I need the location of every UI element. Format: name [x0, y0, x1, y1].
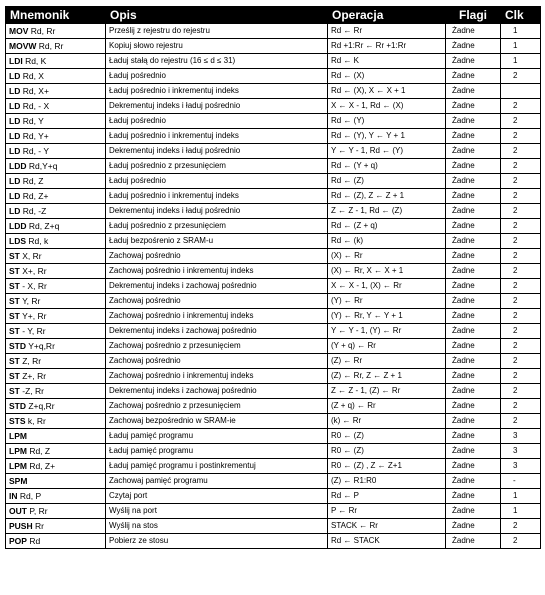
table-row	[6, 279, 541, 294]
description-cell: Pobierz ze stosu	[106, 534, 328, 549]
clock-cell: 2	[501, 219, 541, 234]
mnemonic-keyword: LD	[9, 86, 21, 96]
clock-cell: 2	[501, 354, 541, 369]
mnemonic-cell	[6, 354, 106, 369]
flags-cell: Żadne	[446, 114, 501, 129]
mnemonic-keyword: ST	[9, 251, 20, 261]
operation-cell: (Z) ← Rr	[328, 354, 446, 369]
table-row	[6, 399, 541, 414]
mnemonic-cell	[6, 144, 106, 159]
mnemonic-cell	[6, 99, 106, 114]
table-row	[6, 174, 541, 189]
mnemonic-cell	[6, 339, 106, 354]
flags-cell: Żadne	[446, 474, 501, 489]
table-row	[6, 384, 541, 399]
table-row	[6, 54, 541, 69]
description-cell: Dekrementuj indeks i zachowaj pośrednio	[106, 384, 328, 399]
mnemonic-keyword: LD	[9, 146, 21, 156]
description-cell: Wyślij na stos	[106, 519, 328, 534]
operation-cell: P ← Rr	[328, 504, 446, 519]
description-cell: Dekrementuj indeks i ładuj pośrednio	[106, 99, 328, 114]
operation-cell: Rd ← (Y)	[328, 114, 446, 129]
description-cell: Zachowaj pośrednio i inkrementuj indeks	[106, 369, 328, 384]
mnemonic-cell	[6, 429, 106, 444]
mnemonic-cell	[6, 519, 106, 534]
mnemonic-keyword: LD	[9, 131, 21, 141]
mnemonic-keyword: ST	[9, 311, 20, 321]
clock-cell: 1	[501, 39, 541, 54]
mnemonic-operands: Z+, Rr	[19, 371, 47, 381]
clock-cell: 1	[501, 24, 541, 39]
mnemonic-cell	[6, 474, 106, 489]
mnemonic-keyword: LD	[9, 116, 21, 126]
mnemonic-cell	[6, 384, 106, 399]
operation-cell: R0 ← (Z)	[328, 444, 446, 459]
operation-cell: Rd ← Rr	[328, 24, 446, 39]
description-cell: Dekrementuj indeks i zachowaj pośrednio	[106, 324, 328, 339]
mnemonic-operands: Z, Rr	[19, 356, 42, 366]
mnemonic-keyword: OUT	[9, 506, 27, 516]
mnemonic-cell	[6, 369, 106, 384]
description-cell: Wyślij na port	[106, 504, 328, 519]
operation-cell: R0 ← (Z) , Z ← Z+1	[328, 459, 446, 474]
mnemonic-operands: - X, Rr	[19, 281, 47, 291]
mnemonic-operands: Rd, X+	[20, 86, 49, 96]
table-row	[6, 444, 541, 459]
header-operacja: Operacja	[328, 7, 446, 24]
flags-cell: Żadne	[446, 99, 501, 114]
description-cell: Dekrementuj indeks i zachowaj pośrednio	[106, 279, 328, 294]
flags-cell: Żadne	[446, 294, 501, 309]
mnemonic-keyword: IN	[9, 491, 18, 501]
mnemonic-cell	[6, 159, 106, 174]
table-row	[6, 309, 541, 324]
mnemonic-keyword: ST	[9, 326, 20, 336]
operation-cell: Rd ← (k)	[328, 234, 446, 249]
mnemonic-keyword: LD	[9, 71, 21, 81]
clock-cell	[501, 84, 541, 99]
clock-cell: 2	[501, 369, 541, 384]
table-row	[6, 204, 541, 219]
flags-cell: Żadne	[446, 339, 501, 354]
mnemonic-cell	[6, 189, 106, 204]
description-cell: Ładuj pośrednio i inkrementuj indeks	[106, 84, 328, 99]
operation-cell: Rd ← P	[328, 489, 446, 504]
mnemonic-keyword: LDI	[9, 56, 23, 66]
clock-cell: 3	[501, 444, 541, 459]
table-row	[6, 459, 541, 474]
mnemonic-cell	[6, 114, 106, 129]
table-row	[6, 369, 541, 384]
description-cell: Prześlij z rejestru do rejestru	[106, 24, 328, 39]
mnemonic-operands: P, Rr	[26, 506, 48, 516]
table-row	[6, 354, 541, 369]
description-cell: Zachowaj pośrednio	[106, 294, 328, 309]
flags-cell: Żadne	[446, 129, 501, 144]
operation-cell: Rd ← (Z), Z ← Z + 1	[328, 189, 446, 204]
mnemonic-cell	[6, 219, 106, 234]
flags-cell: Żadne	[446, 84, 501, 99]
description-cell: Dekrementuj indeks i ładuj pośrednio	[106, 204, 328, 219]
header-clk: Clk	[501, 7, 541, 24]
mnemonic-cell	[6, 489, 106, 504]
description-cell: Kopiuj słowo rejestru	[106, 39, 328, 54]
clock-cell: 2	[501, 189, 541, 204]
table-row	[6, 504, 541, 519]
flags-cell: Żadne	[446, 429, 501, 444]
flags-cell: Żadne	[446, 489, 501, 504]
mnemonic-operands: Z+q,Rr	[26, 401, 55, 411]
mnemonic-cell	[6, 459, 106, 474]
mnemonic-operands: Rd, K	[22, 56, 47, 66]
table-row	[6, 114, 541, 129]
mnemonic-operands: -Z, Rr	[19, 386, 44, 396]
operation-cell: Rd ← STACK	[328, 534, 446, 549]
description-cell: Zachowaj pośrednio z przesunięciem	[106, 399, 328, 414]
mnemonic-keyword: LPM	[9, 446, 27, 456]
clock-cell: 2	[501, 69, 541, 84]
flags-cell: Żadne	[446, 384, 501, 399]
clock-cell: 2	[501, 339, 541, 354]
mnemonic-cell	[6, 279, 106, 294]
clock-cell: 2	[501, 264, 541, 279]
operation-cell: (Y + q) ← Rr	[328, 339, 446, 354]
operation-cell: (Y) ← Rr, Y ← Y + 1	[328, 309, 446, 324]
table-row	[6, 339, 541, 354]
mnemonic-cell	[6, 504, 106, 519]
mnemonic-keyword: ST	[9, 296, 20, 306]
mnemonic-cell	[6, 414, 106, 429]
mnemonic-cell	[6, 264, 106, 279]
clock-cell: 2	[501, 114, 541, 129]
description-cell: Ładuj pośrednio i inkrementuj indeks	[106, 189, 328, 204]
header-opis: Opis	[106, 7, 328, 24]
header-flagi: Flagi	[446, 7, 501, 24]
table-row	[6, 69, 541, 84]
clock-cell: 3	[501, 429, 541, 444]
clock-cell: 2	[501, 414, 541, 429]
description-cell: Ładuj pośrednio z przesunięciem	[106, 159, 328, 174]
clock-cell: 1	[501, 504, 541, 519]
mnemonic-operands: Rd, Z+	[26, 461, 56, 471]
description-cell: Ładuj pamięć programu	[106, 429, 328, 444]
description-cell: Ładuj bezpośrenio z SRAM-u	[106, 234, 328, 249]
description-cell: Zachowaj pamięć programu	[106, 474, 328, 489]
operation-cell: X ← X - 1, Rd ← (X)	[328, 99, 446, 114]
operation-cell: Z ← Z - 1, Rd ← (Z)	[328, 204, 446, 219]
mnemonic-operands: Rd, Rr	[28, 26, 56, 36]
table-row	[6, 429, 541, 444]
mnemonic-cell	[6, 249, 106, 264]
mnemonic-operands: Rd, X	[20, 71, 44, 81]
flags-cell: Żadne	[446, 39, 501, 54]
operation-cell: (Y) ← Rr	[328, 294, 446, 309]
mnemonic-cell	[6, 444, 106, 459]
clock-cell: -	[501, 474, 541, 489]
mnemonic-cell	[6, 204, 106, 219]
clock-cell: 2	[501, 324, 541, 339]
operation-cell: Rd ← K	[328, 54, 446, 69]
mnemonic-operands: Rd, P	[17, 491, 42, 501]
flags-cell: Żadne	[446, 414, 501, 429]
flags-cell: Żadne	[446, 54, 501, 69]
table-row	[6, 219, 541, 234]
table-row	[6, 474, 541, 489]
clock-cell: 2	[501, 174, 541, 189]
mnemonic-operands: Rd, Z	[20, 176, 44, 186]
table-row	[6, 264, 541, 279]
clock-cell: 1	[501, 54, 541, 69]
mnemonic-keyword: PUSH	[9, 521, 33, 531]
flags-cell: Żadne	[446, 309, 501, 324]
mnemonic-keyword: LDS	[9, 236, 26, 246]
mnemonic-keyword: SPM	[9, 476, 28, 486]
clock-cell: 1	[501, 489, 541, 504]
table-row	[6, 99, 541, 114]
mnemonic-cell	[6, 309, 106, 324]
operation-cell: R0 ← (Z)	[328, 429, 446, 444]
description-cell: Czytaj port	[106, 489, 328, 504]
operation-cell: Rd ← (Z)	[328, 174, 446, 189]
mnemonic-cell	[6, 84, 106, 99]
operation-cell: Y ← Y - 1, (Y) ← Rr	[328, 324, 446, 339]
operation-cell: (Z) ← R1:R0	[328, 474, 446, 489]
description-cell: Zachowaj bezpośrednio w SRAM-ie	[106, 414, 328, 429]
operation-cell: (X) ← Rr	[328, 249, 446, 264]
flags-cell: Żadne	[446, 264, 501, 279]
mnemonic-cell	[6, 324, 106, 339]
mnemonic-keyword: ST	[9, 281, 20, 291]
flags-cell: Żadne	[446, 69, 501, 84]
mnemonic-operands: k, Rr	[25, 416, 46, 426]
mnemonic-operands: X, Rr	[19, 251, 42, 261]
mnemonic-cell	[6, 534, 106, 549]
table-row	[6, 144, 541, 159]
mnemonic-operands: Rd, Z+	[20, 191, 49, 201]
mnemonic-operands: Rd	[26, 536, 41, 546]
mnemonic-cell	[6, 39, 106, 54]
description-cell: Ładuj pośrednio	[106, 114, 328, 129]
mnemonic-keyword: LDD	[9, 221, 27, 231]
table-row	[6, 414, 541, 429]
mnemonic-keyword: ST	[9, 371, 20, 381]
description-cell: Ładuj pośrednio	[106, 69, 328, 84]
flags-cell: Żadne	[446, 459, 501, 474]
operation-cell: (Z) ← Rr, Z ← Z + 1	[328, 369, 446, 384]
operation-cell: Rd ← (X)	[328, 69, 446, 84]
flags-cell: Żadne	[446, 189, 501, 204]
table-row	[6, 519, 541, 534]
clock-cell: 2	[501, 234, 541, 249]
mnemonic-keyword: LD	[9, 191, 21, 201]
mnemonic-cell	[6, 69, 106, 84]
mnemonic-keyword: ST	[9, 356, 20, 366]
description-cell: Zachowaj pośrednio i inkrementuj indeks	[106, 264, 328, 279]
description-cell: Ładuj pośrednio	[106, 174, 328, 189]
mnemonic-operands: Rd,Y+q	[26, 161, 58, 171]
description-cell: Ładuj pośrednio z przesunięciem	[106, 219, 328, 234]
operation-cell: Rd ← (Y), Y ← Y + 1	[328, 129, 446, 144]
flags-cell: Żadne	[446, 24, 501, 39]
mnemonic-keyword: LDD	[9, 161, 27, 171]
clock-cell: 2	[501, 309, 541, 324]
clock-cell: 2	[501, 204, 541, 219]
mnemonic-operands: Rd, k	[26, 236, 49, 246]
description-cell: Ładuj stałą do rejestru (16 ≤ d ≤ 31)	[106, 54, 328, 69]
table-row	[6, 489, 541, 504]
table-row	[6, 189, 541, 204]
table-row	[6, 129, 541, 144]
header-mnemonik: Mnemonik	[6, 7, 106, 24]
operation-cell: Rd +1:Rr ← Rr +1:Rr	[328, 39, 446, 54]
operation-cell: (k) ← Rr	[328, 414, 446, 429]
mnemonic-operands: Rd, Rr	[36, 41, 64, 51]
header-row	[6, 7, 541, 24]
description-cell: Dekrementuj indeks i ładuj pośrednio	[106, 144, 328, 159]
operation-cell: (Z + q) ← Rr	[328, 399, 446, 414]
clock-cell: 2	[501, 279, 541, 294]
clock-cell: 2	[501, 129, 541, 144]
mnemonic-operands: Rd, -Z	[20, 206, 47, 216]
mnemonic-keyword: LD	[9, 176, 21, 186]
operation-cell: X ← X - 1, (X) ← Rr	[328, 279, 446, 294]
mnemonic-operands: Rd, - X	[20, 101, 50, 111]
flags-cell: Żadne	[446, 219, 501, 234]
mnemonic-keyword: MOVW	[9, 41, 37, 51]
flags-cell: Żadne	[446, 249, 501, 264]
operation-cell: (X) ← Rr, X ← X + 1	[328, 264, 446, 279]
mnemonic-keyword: LD	[9, 206, 21, 216]
mnemonic-cell	[6, 129, 106, 144]
flags-cell: Żadne	[446, 504, 501, 519]
mnemonic-keyword: LPM	[9, 431, 27, 441]
clock-cell: 2	[501, 519, 541, 534]
table-row	[6, 24, 541, 39]
mnemonic-operands: Rd, - Y	[20, 146, 50, 156]
mnemonic-operands: Y+, Rr	[19, 311, 47, 321]
mnemonic-keyword: STD	[9, 401, 26, 411]
mnemonic-keyword: POP	[9, 536, 27, 546]
mnemonic-cell	[6, 399, 106, 414]
flags-cell: Żadne	[446, 534, 501, 549]
flags-cell: Żadne	[446, 159, 501, 174]
table-row	[6, 294, 541, 309]
instruction-table	[5, 6, 541, 549]
mnemonic-operands: - Y, Rr	[19, 326, 46, 336]
mnemonic-keyword: ST	[9, 266, 20, 276]
mnemonic-cell	[6, 174, 106, 189]
flags-cell: Żadne	[446, 204, 501, 219]
operation-cell: Rd ← (Z + q)	[328, 219, 446, 234]
mnemonic-cell	[6, 294, 106, 309]
mnemonic-operands: Rd, Y	[20, 116, 44, 126]
mnemonic-cell	[6, 234, 106, 249]
flags-cell: Żadne	[446, 399, 501, 414]
description-cell: Zachowaj pośrednio i inkrementuj indeks	[106, 309, 328, 324]
table-row	[6, 39, 541, 54]
description-cell: Ładuj pośrednio i inkrementuj indeks	[106, 129, 328, 144]
mnemonic-keyword: STS	[9, 416, 26, 426]
mnemonic-cell	[6, 24, 106, 39]
clock-cell: 2	[501, 399, 541, 414]
table-row	[6, 234, 541, 249]
description-cell: Ładuj pamięć programu i postinkrementuj	[106, 459, 328, 474]
flags-cell: Żadne	[446, 144, 501, 159]
mnemonic-keyword: LPM	[9, 461, 27, 471]
mnemonic-operands: Rd, Y+	[20, 131, 49, 141]
clock-cell: 2	[501, 249, 541, 264]
description-cell: Ładuj pamięć programu	[106, 444, 328, 459]
mnemonic-operands: Rd, Z	[26, 446, 51, 456]
mnemonic-cell	[6, 54, 106, 69]
mnemonic-operands: Y, Rr	[19, 296, 41, 306]
flags-cell: Żadne	[446, 369, 501, 384]
clock-cell: 2	[501, 144, 541, 159]
mnemonic-operands: X+, Rr	[19, 266, 47, 276]
operation-cell: Y ← Y - 1, Rd ← (Y)	[328, 144, 446, 159]
mnemonic-keyword: MOV	[9, 26, 29, 36]
clock-cell: 2	[501, 99, 541, 114]
description-cell: Zachowaj pośrednio	[106, 249, 328, 264]
flags-cell: Żadne	[446, 444, 501, 459]
mnemonic-operands: Rr	[32, 521, 44, 531]
description-cell: Zachowaj pośrednio	[106, 354, 328, 369]
flags-cell: Żadne	[446, 354, 501, 369]
table-row	[6, 159, 541, 174]
operation-cell: Rd ← (X), X ← X + 1	[328, 84, 446, 99]
mnemonic-operands: Rd, Z+q	[26, 221, 60, 231]
table-row	[6, 249, 541, 264]
clock-cell: 3	[501, 459, 541, 474]
flags-cell: Żadne	[446, 279, 501, 294]
operation-cell: Z ← Z - 1, (Z) ← Rr	[328, 384, 446, 399]
flags-cell: Żadne	[446, 174, 501, 189]
mnemonic-operands: Y+q,Rr	[26, 341, 55, 351]
clock-cell: 2	[501, 384, 541, 399]
description-cell: Zachowaj pośrednio z przesunięciem	[106, 339, 328, 354]
clock-cell: 2	[501, 159, 541, 174]
mnemonic-keyword: ST	[9, 386, 20, 396]
flags-cell: Żadne	[446, 519, 501, 534]
flags-cell: Żadne	[446, 234, 501, 249]
mnemonic-keyword: STD	[9, 341, 26, 351]
table-row	[6, 84, 541, 99]
table-row	[6, 534, 541, 549]
operation-cell: STACK ← Rr	[328, 519, 446, 534]
mnemonic-keyword: LD	[9, 101, 21, 111]
flags-cell: Żadne	[446, 324, 501, 339]
clock-cell: 2	[501, 534, 541, 549]
operation-cell: Rd ← (Y + q)	[328, 159, 446, 174]
table-row	[6, 324, 541, 339]
table-body	[6, 24, 541, 549]
clock-cell: 2	[501, 294, 541, 309]
